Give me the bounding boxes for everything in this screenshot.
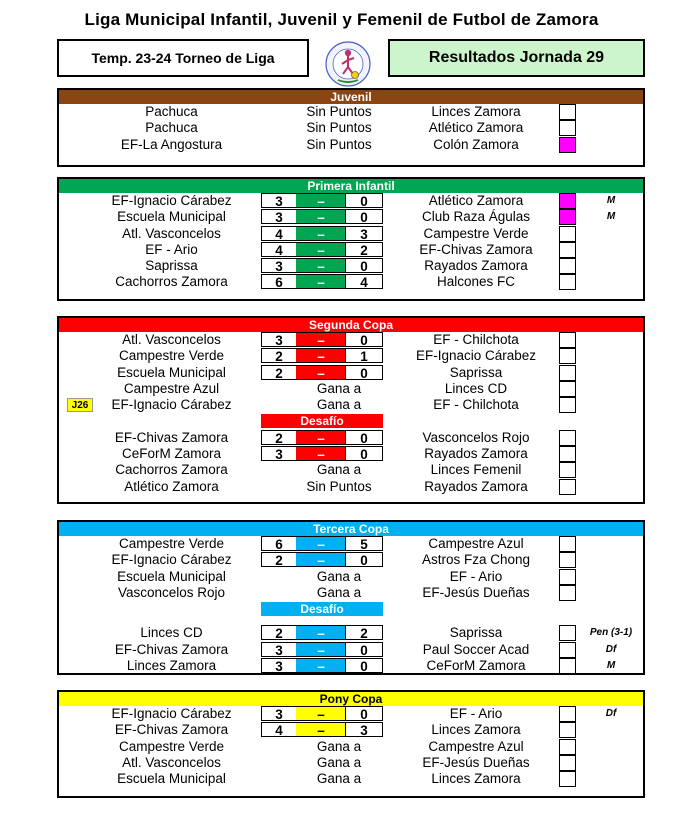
section-header-pony: Pony Copa <box>59 692 643 706</box>
home-team: EF-Ignacio Cárabez <box>111 397 232 413</box>
match-row <box>59 365 643 381</box>
home-team: Atl. Vasconcelos <box>122 332 221 347</box>
section-juvenil <box>57 88 645 167</box>
result-text: Sin Puntos <box>306 104 372 119</box>
home-score: 2 <box>261 552 297 567</box>
result-text: Gana a <box>316 462 362 478</box>
home-team: Cachorros Zamora <box>115 462 228 478</box>
away-team: Rayados Zamora <box>424 446 528 462</box>
score-dash: – <box>296 625 346 640</box>
home-score: 4 <box>261 722 297 737</box>
desafio-row <box>59 413 643 429</box>
spacer-row <box>59 617 643 625</box>
match-note: Df <box>605 708 617 719</box>
home-team: Pachuca <box>145 120 198 136</box>
result-checkbox <box>559 479 576 495</box>
match-row <box>59 430 643 446</box>
score-dash: – <box>296 552 346 567</box>
result-checkbox <box>559 348 576 364</box>
match-note: M <box>606 211 616 223</box>
match-row <box>59 446 643 462</box>
section-pony-copa <box>57 690 645 798</box>
home-score: 3 <box>261 258 297 273</box>
home-team: Escuela Municipal <box>117 771 226 787</box>
score-dash: – <box>296 348 346 363</box>
away-team: EF - Chilchota <box>433 332 519 347</box>
result-checkbox <box>559 446 576 462</box>
away-team: Saprissa <box>449 364 503 380</box>
match-row <box>59 120 643 136</box>
away-score: 5 <box>345 536 383 551</box>
match-row <box>59 332 643 348</box>
section-header-segunda: Segunda Copa <box>59 318 643 332</box>
juvenil-rows <box>59 104 643 153</box>
away-team: EF - Chilchota <box>433 397 519 413</box>
away-team: Linces CD <box>444 380 508 396</box>
match-row <box>59 552 643 568</box>
score-dash: – <box>296 722 346 737</box>
j26-badge: J26 <box>67 398 93 412</box>
result-text: Gana a <box>316 771 362 787</box>
result-checkbox <box>559 120 576 136</box>
match-row <box>59 771 643 787</box>
result-checkbox <box>559 226 576 242</box>
away-team: Colón Zamora <box>433 136 519 152</box>
home-score: 3 <box>261 658 297 673</box>
page-title: Liga Municipal Infantil, Juvenil y Femenil de Futbol de Zamora <box>84 10 599 29</box>
away-team: Linces Femenil <box>430 462 522 478</box>
result-text: Gana a <box>316 380 362 396</box>
primera-rows <box>59 193 643 291</box>
home-team: Escuela Municipal <box>117 209 226 225</box>
home-score: 3 <box>261 706 297 721</box>
home-team: EF-Chivas Zamora <box>114 641 229 657</box>
home-score: 3 <box>261 209 297 224</box>
result-checkbox <box>559 569 576 585</box>
match-row <box>59 462 643 478</box>
result-checkbox <box>559 536 576 552</box>
score-dash: – <box>296 430 346 445</box>
away-team: Campestre Azul <box>428 536 524 551</box>
match-row <box>59 242 643 258</box>
result-checkbox <box>559 104 576 120</box>
result-checkbox <box>559 332 576 348</box>
away-score: 0 <box>345 193 383 208</box>
home-team: Atl. Vasconcelos <box>122 754 221 770</box>
match-note: Df <box>605 643 617 655</box>
results-label: Resultados Jornada 29 <box>388 39 645 77</box>
score-dash: – <box>296 274 346 289</box>
home-score: 3 <box>261 332 297 347</box>
home-score: 2 <box>261 365 297 380</box>
home-team: Campestre Verde <box>118 738 225 754</box>
away-team: Campestre Azul <box>428 738 524 754</box>
home-team: Campestre Verde <box>118 536 225 551</box>
away-team: Atlético Zamora <box>428 193 524 208</box>
away-team: Halcones FC <box>436 274 516 290</box>
home-team: EF-La Angostura <box>120 136 223 152</box>
league-logo-icon <box>320 38 376 90</box>
home-team: EF-Chivas Zamora <box>114 429 229 445</box>
away-team: EF - Ario <box>449 706 503 721</box>
home-team: Campestre Verde <box>118 348 225 364</box>
score-dash: – <box>296 193 346 208</box>
home-team: Saprissa <box>145 258 198 274</box>
result-checkbox <box>559 706 576 722</box>
desafio-row <box>59 601 643 617</box>
match-row <box>59 137 643 153</box>
match-row <box>59 706 643 722</box>
result-text: Gana a <box>316 754 362 770</box>
result-checkbox <box>559 242 576 258</box>
result-text: Gana a <box>316 397 362 413</box>
home-score: 2 <box>261 430 297 445</box>
away-score: 0 <box>345 332 383 347</box>
match-row <box>59 658 643 674</box>
result-checkbox <box>559 755 576 771</box>
desafio-header: Desafío <box>261 414 383 428</box>
section-header-primera: Primera Infantil <box>59 179 643 193</box>
score-dash: – <box>296 258 346 273</box>
match-note: M <box>606 195 616 206</box>
home-team: EF-Chivas Zamora <box>114 722 229 738</box>
result-checkbox <box>559 722 576 738</box>
away-score: 0 <box>345 430 383 445</box>
away-team: Atlético Zamora <box>428 120 524 136</box>
match-row <box>59 258 643 274</box>
match-row <box>59 722 643 738</box>
result-checkbox <box>559 462 576 478</box>
result-checkbox <box>559 771 576 787</box>
home-score: 4 <box>261 242 297 257</box>
result-checkbox <box>559 365 576 381</box>
season-label: Temp. 23-24 Torneo de Liga <box>57 39 309 77</box>
result-checkbox <box>559 585 576 601</box>
away-score: 0 <box>345 658 383 673</box>
result-checkbox <box>559 552 576 568</box>
home-score: 3 <box>261 193 297 208</box>
score-dash: – <box>296 242 346 257</box>
away-team: Paul Soccer Acad <box>422 641 530 657</box>
match-row <box>59 193 643 209</box>
away-score: 3 <box>345 722 383 737</box>
section-primera-infantil <box>57 177 645 301</box>
score-dash: – <box>296 226 346 241</box>
match-row <box>59 739 643 755</box>
away-score: 2 <box>345 242 383 257</box>
away-team: Astros Fza Chong <box>421 552 531 568</box>
match-row <box>59 348 643 364</box>
away-team: Linces Zamora <box>431 771 521 787</box>
result-checkbox <box>559 258 576 274</box>
home-score: 3 <box>261 446 297 461</box>
home-team: EF-Ignacio Cárabez <box>111 552 232 568</box>
home-team: CeForM Zamora <box>121 446 221 462</box>
away-score: 3 <box>345 226 383 241</box>
section-segunda-copa <box>57 316 645 504</box>
away-team: Linces Zamora <box>431 722 521 738</box>
home-team: Linces CD <box>140 625 203 641</box>
match-row <box>59 585 643 601</box>
away-team: EF-Jesús Dueñas <box>422 584 530 600</box>
home-score: 2 <box>261 348 297 363</box>
home-team: Cachorros Zamora <box>115 274 228 290</box>
away-team: EF-Chivas Zamora <box>419 241 533 257</box>
match-note: M <box>606 660 616 672</box>
score-dash: – <box>296 365 346 380</box>
score-dash: – <box>296 536 346 551</box>
away-score: 4 <box>345 274 383 289</box>
away-team: CeForM Zamora <box>426 658 526 674</box>
tercera-rows <box>59 536 643 674</box>
away-team: Rayados Zamora <box>424 258 528 274</box>
home-team: Escuela Municipal <box>117 568 226 584</box>
away-team: Vasconcelos Rojo <box>422 429 530 445</box>
score-dash: – <box>296 642 346 657</box>
pony-rows <box>59 706 643 787</box>
home-score: 6 <box>261 536 297 551</box>
away-score: 0 <box>345 209 383 224</box>
away-team: Club Raza Águlas <box>421 209 531 225</box>
match-row <box>59 274 643 290</box>
match-row <box>59 226 643 242</box>
result-checkbox <box>559 274 576 290</box>
home-team: EF-Ignacio Cárabez <box>111 706 232 721</box>
match-row <box>59 536 643 552</box>
match-row <box>59 104 643 120</box>
result-text: Sin Puntos <box>306 478 372 494</box>
home-team: Atl. Vasconcelos <box>122 225 221 241</box>
home-score: 6 <box>261 274 297 289</box>
section-header-juvenil: Juvenil <box>59 90 643 104</box>
result-checkbox <box>559 209 576 225</box>
home-team: Atlético Zamora <box>124 478 219 494</box>
away-score: 0 <box>345 642 383 657</box>
match-note: Pen (3-1) <box>589 627 633 639</box>
result-checkbox <box>559 642 576 658</box>
result-checkbox <box>559 658 576 674</box>
match-row <box>59 569 643 585</box>
section-header-tercera: Tercera Copa <box>59 522 643 536</box>
match-row <box>59 625 643 641</box>
result-text: Gana a <box>316 584 362 600</box>
home-score: 3 <box>261 642 297 657</box>
score-dash: – <box>296 209 346 224</box>
result-checkbox <box>559 381 576 397</box>
match-row <box>59 479 643 495</box>
away-score: 2 <box>345 625 383 640</box>
score-dash: – <box>296 332 346 347</box>
away-score: 0 <box>345 365 383 380</box>
home-team: Linces Zamora <box>126 658 217 674</box>
score-dash: – <box>296 446 346 461</box>
segunda-rows <box>59 332 643 495</box>
away-score: 1 <box>345 348 383 363</box>
away-team: Linces Zamora <box>431 104 521 119</box>
match-row <box>59 209 643 225</box>
match-row <box>59 381 643 397</box>
result-checkbox <box>559 137 576 153</box>
away-team: EF - Ario <box>449 568 503 584</box>
away-team: Campestre Verde <box>423 225 529 241</box>
away-score: 0 <box>345 446 383 461</box>
home-team: Campestre Azul <box>123 380 220 396</box>
away-score: 0 <box>345 258 383 273</box>
away-score: 0 <box>345 706 383 721</box>
score-dash: – <box>296 658 346 673</box>
home-team: Escuela Municipal <box>117 364 226 380</box>
match-row <box>59 397 643 413</box>
section-tercera-copa <box>57 520 645 675</box>
away-score: 0 <box>345 552 383 567</box>
result-text: Sin Puntos <box>306 120 372 136</box>
result-checkbox <box>559 193 576 209</box>
home-team: Pachuca <box>145 104 198 119</box>
home-score: 4 <box>261 226 297 241</box>
home-team: EF-Ignacio Cárabez <box>111 193 232 208</box>
away-team: Rayados Zamora <box>424 478 528 494</box>
result-text: Gana a <box>316 738 362 754</box>
match-row <box>59 755 643 771</box>
home-score: 2 <box>261 625 297 640</box>
match-row <box>59 642 643 658</box>
result-checkbox <box>559 397 576 413</box>
result-checkbox <box>559 739 576 755</box>
result-checkbox <box>559 430 576 446</box>
score-dash: – <box>296 706 346 721</box>
result-text: Gana a <box>316 568 362 584</box>
home-team: EF - Ario <box>145 241 198 257</box>
away-team: EF-Jesús Dueñas <box>422 754 530 770</box>
result-text: Sin Puntos <box>306 136 372 152</box>
away-team: Saprissa <box>449 625 503 641</box>
home-team: Vasconcelos Rojo <box>117 584 226 600</box>
away-team: EF-Ignacio Cárabez <box>415 348 537 364</box>
desafio-header: Desafío <box>261 602 383 616</box>
result-checkbox <box>559 625 576 641</box>
